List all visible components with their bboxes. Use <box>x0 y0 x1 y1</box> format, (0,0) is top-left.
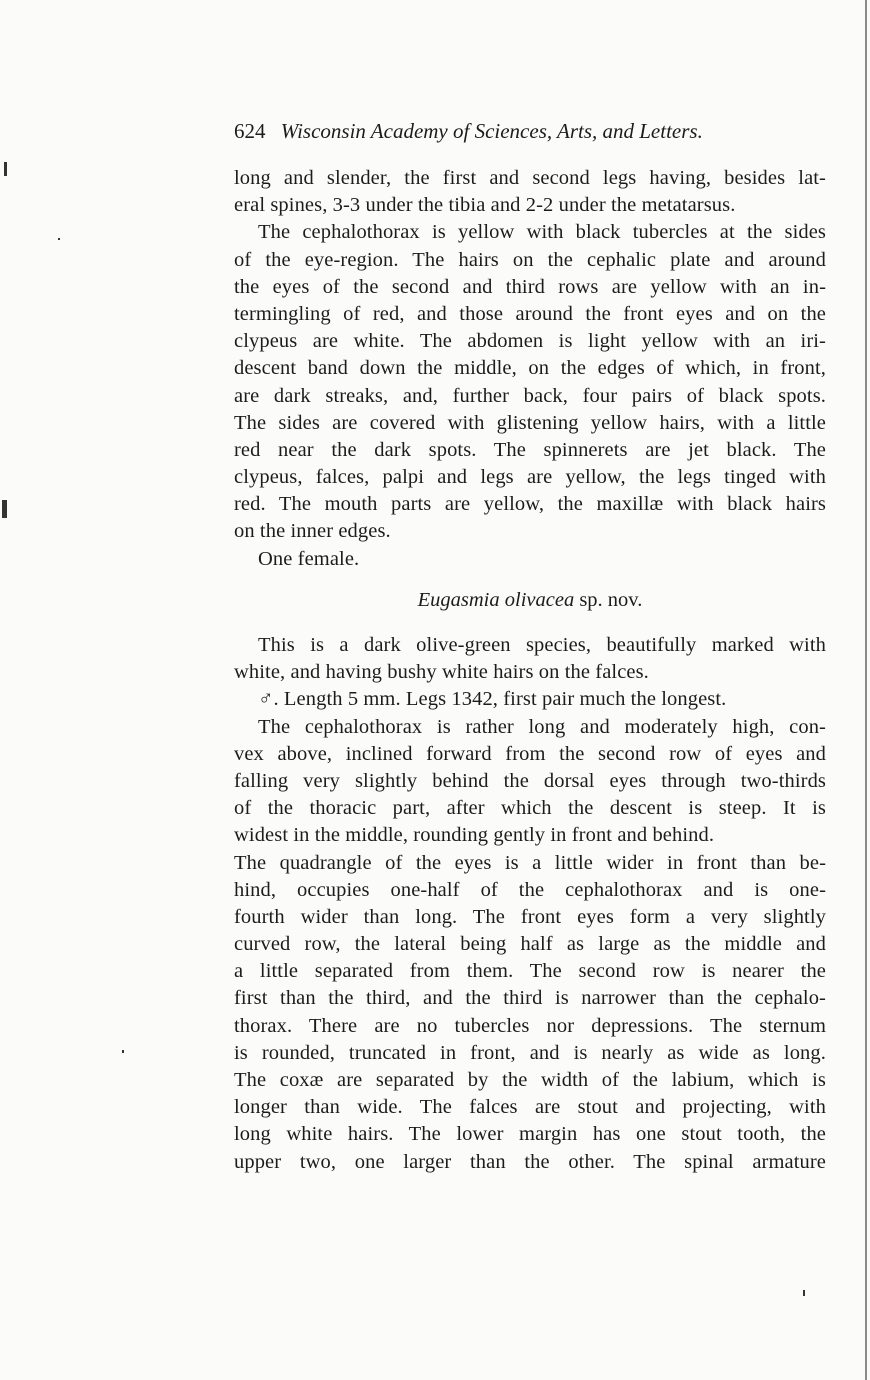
text-line: The cephalothorax is yellow with black tubercles at the sides <box>258 221 826 244</box>
male-measurements: ♂. Length 5 mm. Legs 1342, first pair much the longest. <box>258 688 727 711</box>
text-line: long and slender, the first and second legs having, besides lat- <box>234 167 826 189</box>
paragraph-cephalothorax <box>234 714 826 1176</box>
text-line: fourth wider than long. The front eyes form a very slightly <box>234 905 826 928</box>
text-line: The sides are covered with glistening yellow hairs, with a little <box>234 411 826 434</box>
page-edge-rule <box>865 0 867 1380</box>
paragraph-coloration <box>234 219 826 545</box>
text-line: clypeus are white. The abdomen is light yellow with an iri- <box>234 330 826 353</box>
text-line: widest in the middle, rounding gently in front and behind. <box>234 824 715 847</box>
margin-speck <box>4 162 7 176</box>
text-line: of the thoracic part, after which the descent is steep. It is <box>234 797 826 820</box>
text-line: curved row, the lateral being half as large as the middle and <box>234 933 826 956</box>
text-line: on the inner edges. <box>234 520 391 543</box>
text-line: thorax. There are no tubercles nor depressions. The sternum <box>234 1014 826 1037</box>
margin-speck <box>58 238 60 240</box>
text-line: are dark streaks, and, further back, four pairs of black spots. <box>234 384 826 407</box>
text-line: red near the dark spots. The spinnerets are jet black. The <box>234 438 826 461</box>
specimen-note: One female. <box>258 547 360 570</box>
text-line: vex above, inclined forward from the second row of eyes and <box>234 742 826 765</box>
text-line: This is a dark olive-green species, beautifully marked with <box>258 634 826 656</box>
text-line: hind, occupies one-half of the cephalothorax and is one- <box>234 878 826 901</box>
journal-title: Wisconsin Academy of Sciences, Arts, and Letters. <box>280 119 703 143</box>
text-line: clypeus, falces, palpi and legs are yellow, the legs tinged with <box>234 466 826 489</box>
species-heading <box>234 587 826 614</box>
margin-speck <box>122 1050 124 1053</box>
text-line: the eyes of the second and third rows are yellow with an in- <box>234 275 826 298</box>
text-line: The coxæ are separated by the width of the labium, which is <box>234 1069 826 1091</box>
text-line: a little separated from them. The second row is nearer the <box>234 960 826 983</box>
text-line: of the eye-region. The hairs on the cephalic plate and around <box>234 248 826 271</box>
species-name: Eugasmia olivacea <box>417 588 575 611</box>
text-line: descent band down the middle, on the edges of which, in front, <box>234 357 826 380</box>
page-number: 624 <box>234 119 266 143</box>
text-line: termingling of red, and those around the front eyes and on the <box>234 302 826 325</box>
text-line: eral spines, 3-3 under the tibia and 2-2 under the metatarsus. <box>234 194 736 217</box>
text-line: white, and having bushy white hairs on the falces. <box>234 661 649 684</box>
running-head <box>234 116 794 146</box>
body-text <box>234 165 826 1176</box>
paragraph-continuation <box>234 165 826 219</box>
paragraph-description <box>234 632 826 686</box>
text-line: longer than wide. The falces are stout and projecting, with <box>234 1096 826 1119</box>
margin-speck <box>803 1290 805 1296</box>
text-line: upper two, one larger than the other. The spinal armature <box>234 1150 826 1173</box>
text-line: first than the third, and the third is narrower than the cephalo- <box>234 987 826 1010</box>
text-line: is rounded, truncated in front, and is nearly as wide as long. <box>234 1041 826 1064</box>
text-line: The cephalothorax is rather long and moderately high, con- <box>258 715 826 738</box>
margin-speck <box>2 500 7 518</box>
text-line: red. The mouth parts are yellow, the maxillæ with black hairs <box>234 493 826 516</box>
text-line: The quadrangle of the eyes is a little wider in front than be- <box>234 851 826 874</box>
text-line: falling very slightly behind the dorsal eyes through two-thirds <box>234 769 826 792</box>
text-line: long white hairs. The lower margin has one stout tooth, the <box>234 1123 826 1146</box>
species-suffix: sp. nov. <box>579 588 643 611</box>
